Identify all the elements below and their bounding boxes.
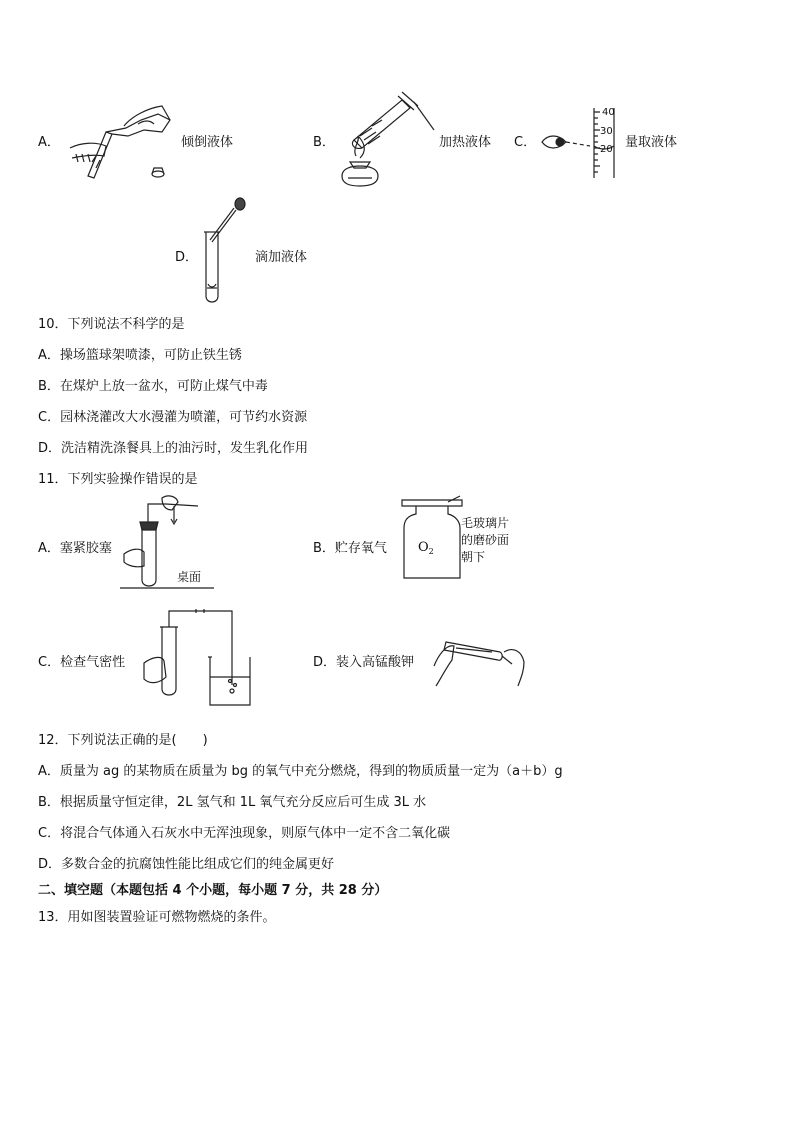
- cylinder-tick-30: 30: [600, 126, 613, 137]
- section-2-title: 二、填空题（本题包括 4 个小题，每小题 7 分，共 28 分）: [38, 883, 388, 898]
- q10-option-d: D．洗洁精洗涤餐具上的油污时，发生乳化作用: [38, 441, 309, 456]
- cylinder-tick-20: 20: [600, 144, 613, 155]
- q10-option-b: B．在煤炉上放一盆水，可防止煤气中毒: [38, 379, 268, 394]
- q11-option-a-note: 桌面: [177, 570, 202, 584]
- q10-stem: 10．下列说法不科学的是: [38, 317, 185, 332]
- q12-option-d: D．多数合金的抗腐蚀性能比组成它们的纯金属更好: [38, 857, 335, 872]
- q9-option-a-label: 倾倒液体: [181, 135, 234, 150]
- q12-stem: 12．下列说法正确的是( ): [38, 733, 208, 748]
- q11-option-d-label: D．装入高锰酸钾: [313, 655, 415, 670]
- q11-option-c-label: C．检查气密性: [38, 655, 126, 670]
- q12-option-b: B．根据质量守恒定律，2L 氢气和 1L 氧气充分反应后可生成 3L 水: [38, 795, 427, 810]
- q11-option-a-label: A．塞紧胶塞: [38, 541, 112, 556]
- jar-formula-sub: 2: [428, 547, 434, 556]
- load-permanganate-illustration: [430, 636, 528, 690]
- q11-option-b-label: B．贮存氧气: [313, 541, 387, 556]
- q9-option-d-label: 滴加液体: [255, 250, 308, 265]
- q9-option-d-letter: D．: [175, 250, 199, 265]
- q9-option-a-letter: A．: [38, 135, 60, 150]
- jar-note-line-2: 的磨砂面: [461, 533, 510, 547]
- q11-stem: 11．下列实验操作错误的是: [38, 472, 198, 487]
- jar-note-line-3: 朝下: [461, 550, 486, 564]
- q9-option-c-label: 量取液体: [625, 135, 678, 150]
- q9-option-c-letter: C．: [514, 135, 537, 150]
- q12-option-c: C．将混合气体通入石灰水中无浑浊现象，则原气体中一定不含二氧化碳: [38, 826, 451, 841]
- heating-liquid-illustration: [336, 90, 438, 190]
- q10-option-a: A．操场篮球架喷漆，可防止铁生锈: [38, 348, 242, 363]
- q13-stem: 13．用如图装置验证可燃物燃烧的条件。: [38, 910, 276, 925]
- cylinder-tick-40: 40: [602, 107, 615, 118]
- insert-stopper-illustration: [118, 492, 216, 592]
- q9-option-b-label: 加热液体: [439, 135, 492, 150]
- jar-formula: [418, 540, 434, 556]
- jar-note-line-1: 毛玻璃片: [461, 516, 510, 530]
- q9-option-b-letter: B．: [313, 135, 335, 150]
- airtightness-check-illustration: [140, 605, 252, 709]
- pouring-liquid-illustration: [66, 98, 178, 180]
- dropping-liquid-illustration: [198, 196, 250, 306]
- jar-formula-o: O: [418, 540, 429, 555]
- q10-option-c: C．园林浇灌改大水漫灌为喷灌，可节约水资源: [38, 410, 308, 425]
- q12-option-a: A．质量为 ag 的某物质在质量为 bg 的氧气中充分燃烧，得到的物质质量一定为（a＋b）g: [38, 764, 563, 779]
